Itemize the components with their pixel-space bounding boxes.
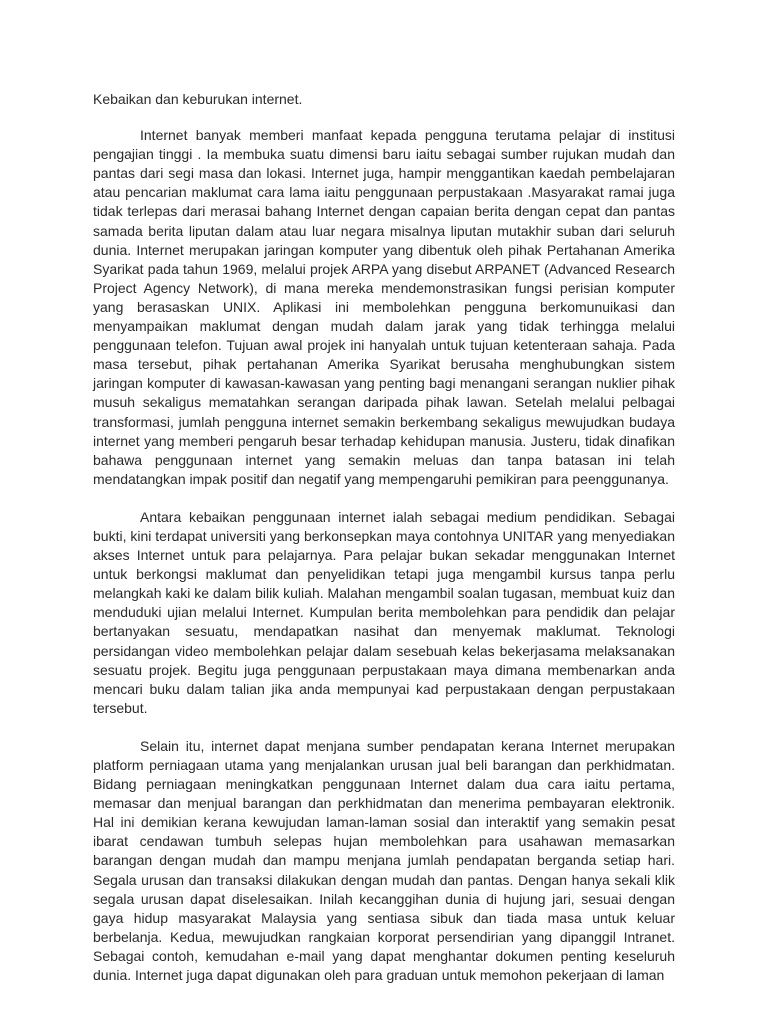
paragraph-intro: Internet banyak memberi manfaat kepada pengguna terutama pelajar di institusi pengajian tinggi . Ia membuka suatu dimensi baru iaitu sebagai sumber rujukan mudah dan pantas dari segi masa dan lokasi. Internet juga, hampir menggantikan kaedah pembelajaran atau pencarian maklumat cara lama iaitu penggunaan perpustakaan .Masyarakat ramai juga tidak terlepas dari merasai bahang Internet dengan capaian berita dengan cepat dan pantas samada berita liputan dalam atau luar negara misalnya liputan mutakhir suban dari seluruh dunia. Internet merupakan jaringan komputer yang dibentuk oleh pihak Pertahanan Amerika Syarikat pada tahun 1969, melalui projek ARPA yang disebut ARPANET (Advanced Research Project Agency Network), di mana mereka mendemonstrasikan fungsi perisian komputer yang berasaskan UNIX. Aplikasi ini membolehkan pengguna berkomunuikasi dan menyampaikan maklumat dengan mudah dalam jarak yang tidak terhingga melalui penggunaan telefon. Tujuan awal projek ini hanyalah untuk tujuan ketenteraan sahaja. Pada masa tersebut, pihak pertahanan Amerika Syarikat berusaha menghubungkan sistem jaringan komputer di kawasan-kawasan yang penting bagi menangani serangan nuklier pihak musuh sekaligus mematahkan serangan daripada pihak lawan. Setelah melalui pelbagai transformasi, jumlah pengguna internet semakin berkembang sekaligus mewujudkan budaya internet yang memberi pengaruh besar terhadap kehidupan manusia. Justeru, tidak dinafikan bahawa penggunaan internet yang semakin meluas dan tanpa batasan ini telah mendatangkan impak positif dan negatif yang mempengaruhi pemikiran para peenggunanya. bbox=[93, 127, 675, 487]
document-title: Kebaikan dan keburukan internet. bbox=[93, 91, 303, 107]
paragraph-business: Selain itu, internet dapat menjana sumber pendapatan kerana Internet merupakan platform perniagaan utama yang menjalankan urusan jual beli barangan dan perkhidmatan. Bidang perniagaan meningkatkan penggunaan Internet dalam dua cara iaitu pertama, memasar dan menjual barangan dan perkhidmatan dan menerima pembayaran elektronik. Hal ini demikian kerana kewujudan laman-laman sosial dan interaktif yang semakin pesat ibarat cendawan tumbuh selepas hujan membolehkan para usahawan memasarkan barangan dengan mudah dan mampu menjana jumlah pendapatan berganda setiap hari. Segala urusan dan transaksi dilakukan dengan mudah dan pantas. Dengan hanya sekali klik segala urusan dapat diselesaikan. Inilah kecanggihan dunia di hujung jari, sesuai dengan gaya hidup masyarakat Malaysia yang sentiasa sibuk dan tiada masa untuk keluar berbelanja. Kedua, mewujudkan rangkaian korporat persendirian yang dipanggil Intranet. Sebagai contoh, kemudahan e-mail yang dapat menghantar dokumen penting keseluruh dunia. Internet juga dapat digunakan oleh para graduan untuk memohon pekerjaan di laman bbox=[93, 737, 675, 984]
paragraph-education: Antara kebaikan penggunaan internet ialah sebagai medium pendidikan. Sebagai bukti, kini terdapat universiti yang berkonsepkan maya contohnya UNITAR yang menyediakan akses Internet untuk para pelajarnya. Para pelajar bukan sekadar menggunakan Internet untuk berkongsi maklumat dan penyelidikan tetapi juga mengambil kursus tanpa perlu melangkah kaki ke dalam bilik kuliah. Malahan mengambil soalan tugasan, membuat kuiz dan menduduki ujian melalui Internet. Kumpulan berita membolehkan para pendidik dan pelajar bertanyakan sesuatu, mendapatkan nasihat dan menyemak maklumat. Teknologi persidangan video membolehkan pelajar dalam sesebuah kelas bekerjasama melaksanakan sesuatu projek. Begitu juga penggunaan perpustakaan maya dimana membenarkan anda mencari buku dalam talian jika anda mempunyai kad perpustakaan dengan perpustakaan tersebut. bbox=[93, 508, 675, 716]
document-body bbox=[93, 90, 675, 985]
